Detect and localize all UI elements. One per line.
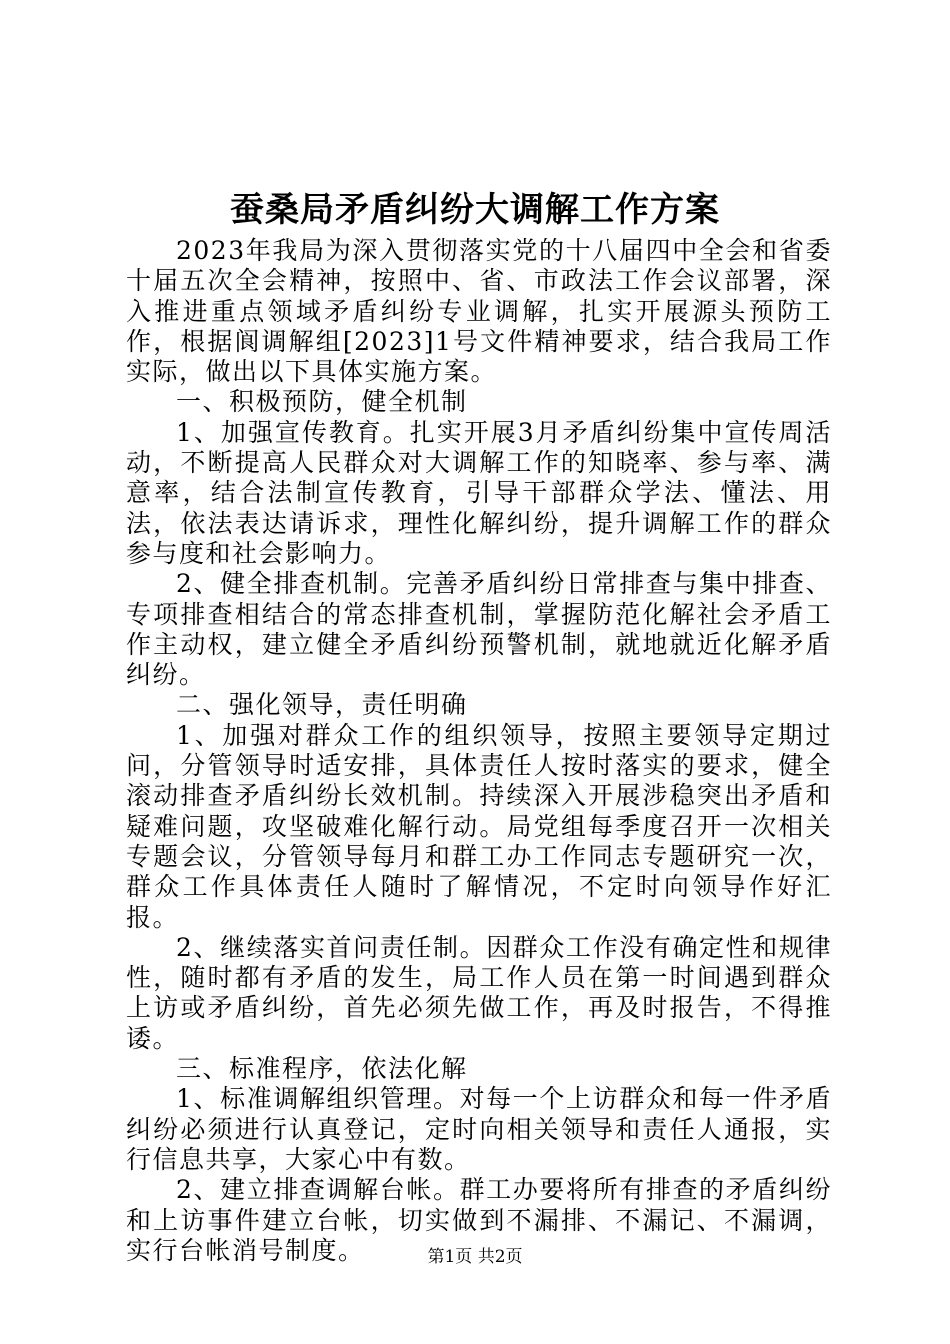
document-title: 蚕桑局矛盾纠纷大调解工作方案 [230,190,720,230]
section-heading-1: 一、积极预防，健全机制 [176,387,468,417]
body-paragraph: 1、加强宣传教育。扎实开展3月矛盾纠纷集中宣传周活动，不断提高人民群众对大调解工作的知晓率、参与率、满意率，结合法制宣传教育，引导干部群众学法、懂法、用法，依法表达请诉求，理性化解纠纷，提升调解工作的群众参与度和社会影响力。 [126,417,832,568]
body-paragraph: 2、建立排查调解台帐。群工办要将所有排查的矛盾纠纷和上访事件建立台帐，切实做到不漏排、不漏记、不漏调，实行台帐消号制度。 [126,1175,832,1265]
body-paragraph: 2、健全排查机制。完善矛盾纠纷日常排查与集中排查、专项排查相结合的常态排查机制，掌握防范化解社会矛盾工作主动权，建立健全矛盾纠纷预警机制，就地就近化解矛盾纠纷。 [126,569,832,690]
page-footer [0,1245,950,1269]
body-paragraph: 1、标准调解组织管理。对每一个上访群众和每一件矛盾纠纷必须进行认真登记，定时向相关领导和责任人通报，实行信息共享，大家心中有数。 [126,1084,832,1174]
intro-paragraph: 2023年我局为深入贯彻落实党的十八届四中全会和省委十届五次全会精神，按照中、省、市政法工作会议部署，深入推进重点领域矛盾纠纷专业调解，扎实开展源头预防工作，根据阆调解组[2023]1号文件精神要求，结合我局工作实际，做出以下具体实施方案。 [126,236,832,387]
document-body [126,236,832,1266]
body-paragraph: 2、继续落实首问责任制。因群众工作没有确定性和规律性，随时都有矛盾的发生，局工作人员在第一时间遇到群众上访或矛盾纠纷，首先必须先做工作，再及时报告，不得推诿。 [126,932,832,1053]
body-paragraph: 1、加强对群众工作的组织领导，按照主要领导定期过问，分管领导时适安排，具体责任人按时落实的要求，健全滚动排查矛盾纠纷长效机制。持续深入开展涉稳突出矛盾和疑难问题，攻坚破难化解行动。局党组每季度召开一次相关专题会议，分管领导每月和群工办工作同志专题研究一次，群众工作具体责任人随时了解情况，不定时向领导作好汇报。 [126,720,832,932]
section-heading-3: 三、标准程序，依法化解 [176,1054,468,1084]
section-heading-2: 二、强化领导，责任明确 [176,690,468,720]
page-number: 第1页 共2页 [427,1247,523,1267]
